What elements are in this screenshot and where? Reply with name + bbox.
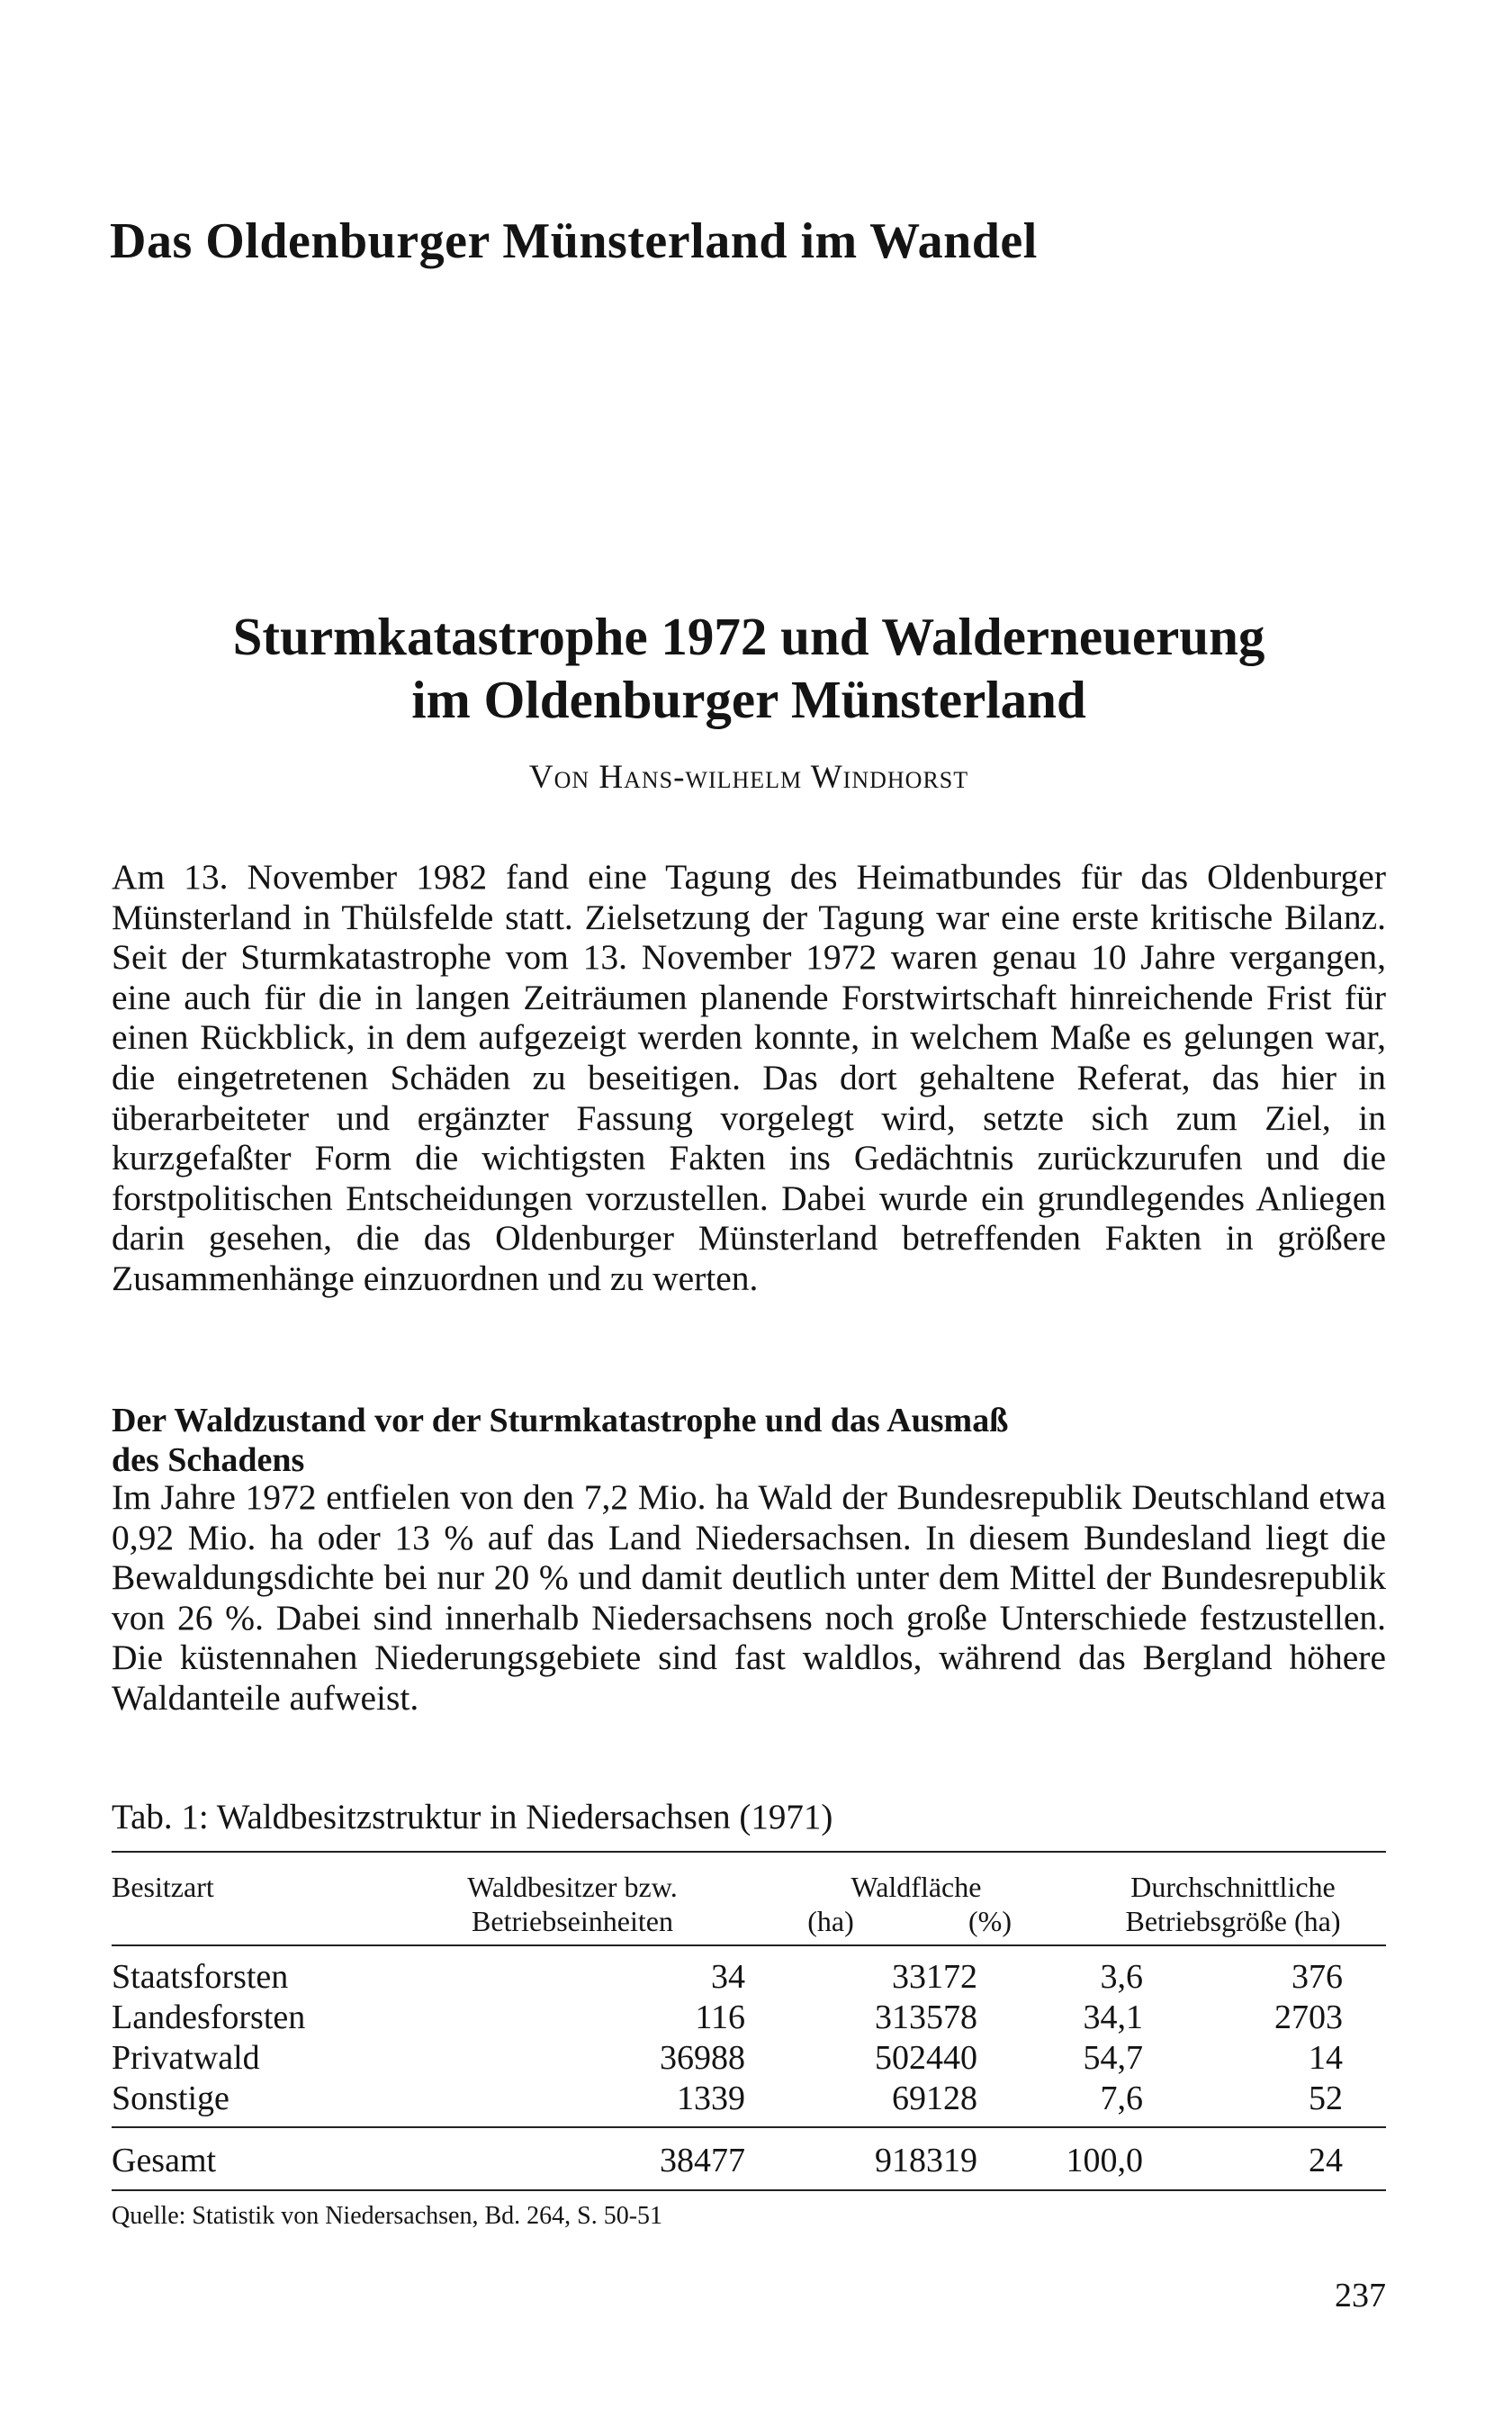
table-row: [112, 2038, 1386, 2079]
header-waldflaeche: Waldfläche: [850, 1871, 982, 1903]
header-betriebsgroesse-line1: Durchschnittliche: [1130, 1871, 1336, 1903]
header-betriebsgroesse: [1080, 1870, 1386, 1938]
table-row: [112, 1998, 1386, 2038]
author-byline: Von Hans-wilhelm Windhorst: [528, 759, 969, 796]
table-row: [112, 2079, 1386, 2119]
table-total-rule: [112, 2126, 1386, 2128]
cell-flaeche-ha: 313578: [875, 1998, 977, 2036]
cell-flaeche-percent: 34,1: [1083, 1998, 1143, 2036]
cell-besitzart: Sonstige: [112, 2080, 230, 2117]
table-total: [112, 2141, 1386, 2181]
header-waldbesitzer-line2: Betriebseinheiten: [472, 1905, 673, 1937]
cell-total-label: Gesamt: [112, 2142, 217, 2179]
cell-total-betriebseinheiten: 38477: [660, 2142, 745, 2179]
cell-betriebsgroesse: 52: [1309, 2080, 1343, 2117]
cell-besitzart: Landesforsten: [112, 1998, 306, 2036]
header-betriebsgroesse-line2: Betriebsgröße (ha): [1125, 1905, 1341, 1937]
cell-besitzart: Privatwald: [112, 2039, 260, 2077]
cell-betriebsgroesse: 14: [1309, 2039, 1343, 2077]
cell-betriebseinheiten: 36988: [660, 2039, 745, 2077]
article-title-line1: Sturmkatastrophe 1972 und Walderneuerung: [232, 607, 1265, 666]
subheading: [112, 1401, 1282, 1480]
header-besitzart: Besitzart: [112, 1871, 214, 1903]
article-title-line2: im Oldenburger Münsterland: [411, 670, 1086, 729]
header-percent: (%): [968, 1905, 1012, 1937]
cell-betriebsgroesse: 2703: [1274, 1998, 1343, 2036]
cell-total-flaeche-percent: 100,0: [1066, 2142, 1143, 2179]
article-title: [110, 605, 1388, 731]
table-row: [112, 1957, 1386, 1998]
cell-betriebsgroesse: 376: [1292, 1958, 1343, 1996]
header-waldbesitzer: [428, 1870, 716, 1938]
cell-betriebseinheiten: 1339: [677, 2080, 745, 2117]
table-body: [112, 1957, 1386, 2119]
cell-flaeche-percent: 3,6: [1100, 1958, 1143, 1996]
intro-paragraph: Am 13. November 1982 fand eine Tagung des Heimatbundes für das Oldenburger Münsterland in Thülsfelde statt. Zielsetzung der Tagung war eine erste kritische Bilanz. Seit der Sturmkatastrophe vom 13. November 1972 waren genau 10 Jahre vergangen, eine auch für die in langen Zeiträumen planende Forstwirtschaft hinreichende Frist für einen Rückblick, in dem aufgezeigt werden konnte, in welchem Maße es gelungen war, die eingetretenen Schäden zu beseitigen. Das dort gehaltene Referat, das hier in überarbeiteter und ergänzter Fassung vorgelegt wird, setzte sich zum Ziel, in kurzgefaßter Form die wichtigsten Fakten ins Gedächtnis zurückzurufen und die forstpolitischen Entscheidungen vorzustellen. Dabei wurde ein grundlegendes Anliegen darin gesehen, die das Oldenburger Münsterland betreffenden Fakten in größere Zusammenhänge einzuordnen und zu werten.: [112, 857, 1386, 1298]
cell-flaeche-ha: 69128: [892, 2080, 977, 2117]
cell-betriebseinheiten: 34: [711, 1958, 745, 1996]
table-header-rule: [112, 1944, 1386, 1946]
cell-total-flaeche-ha: 918319: [875, 2142, 977, 2179]
header-waldbesitzer-line1: Waldbesitzer bzw.: [467, 1871, 678, 1903]
section-title: Das Oldenburger Münsterland im Wandel: [110, 213, 1038, 269]
subheading-line1: Der Waldzustand vor der Sturmkatastrophe und das Ausmaß: [112, 1402, 1009, 1439]
table-caption: Tab. 1: Waldbesitzstruktur in Niedersachsen (1971): [112, 1798, 833, 1836]
cell-flaeche-ha: 502440: [875, 2039, 977, 2077]
table-source: Quelle: Statistik von Niedersachsen, Bd. 264, S. 50-51: [112, 2202, 663, 2230]
header-ha: (ha): [807, 1905, 854, 1937]
table-total-row: [112, 2141, 1386, 2181]
cell-besitzart: Staatsforsten: [112, 1958, 289, 1996]
cell-flaeche-percent: 7,6: [1100, 2080, 1143, 2117]
body-paragraph: Im Jahre 1972 entfielen von den 7,2 Mio. ha Wald der Bundesrepublik Deutschland etwa 0,92 Mio. ha oder 13 % auf das Land Niedersachsen. In diesem Bundesland liegt die Bewaldungsdichte bei nur 20 % und damit deutlich unter dem Mittel der Bundesrepublik von 26 %. Dabei sind innerhalb Niedersachsens noch große Unterschiede festzustellen. Die küstennahen Niederungsgebiete sind fast waldlos, während das Bergland höhere Waldanteile aufweist.: [112, 1477, 1386, 1718]
cell-betriebseinheiten: 116: [695, 1998, 745, 2036]
cell-flaeche-percent: 54,7: [1083, 2039, 1143, 2077]
page-number: 237: [1335, 2277, 1386, 2314]
subheading-line2: des Schadens: [112, 1441, 305, 1479]
cell-flaeche-ha: 33172: [892, 1958, 977, 1996]
table-top-rule: [112, 1851, 1386, 1853]
cell-total-betriebsgroesse: 24: [1309, 2142, 1343, 2179]
table-bottom-rule: [112, 2189, 1386, 2191]
